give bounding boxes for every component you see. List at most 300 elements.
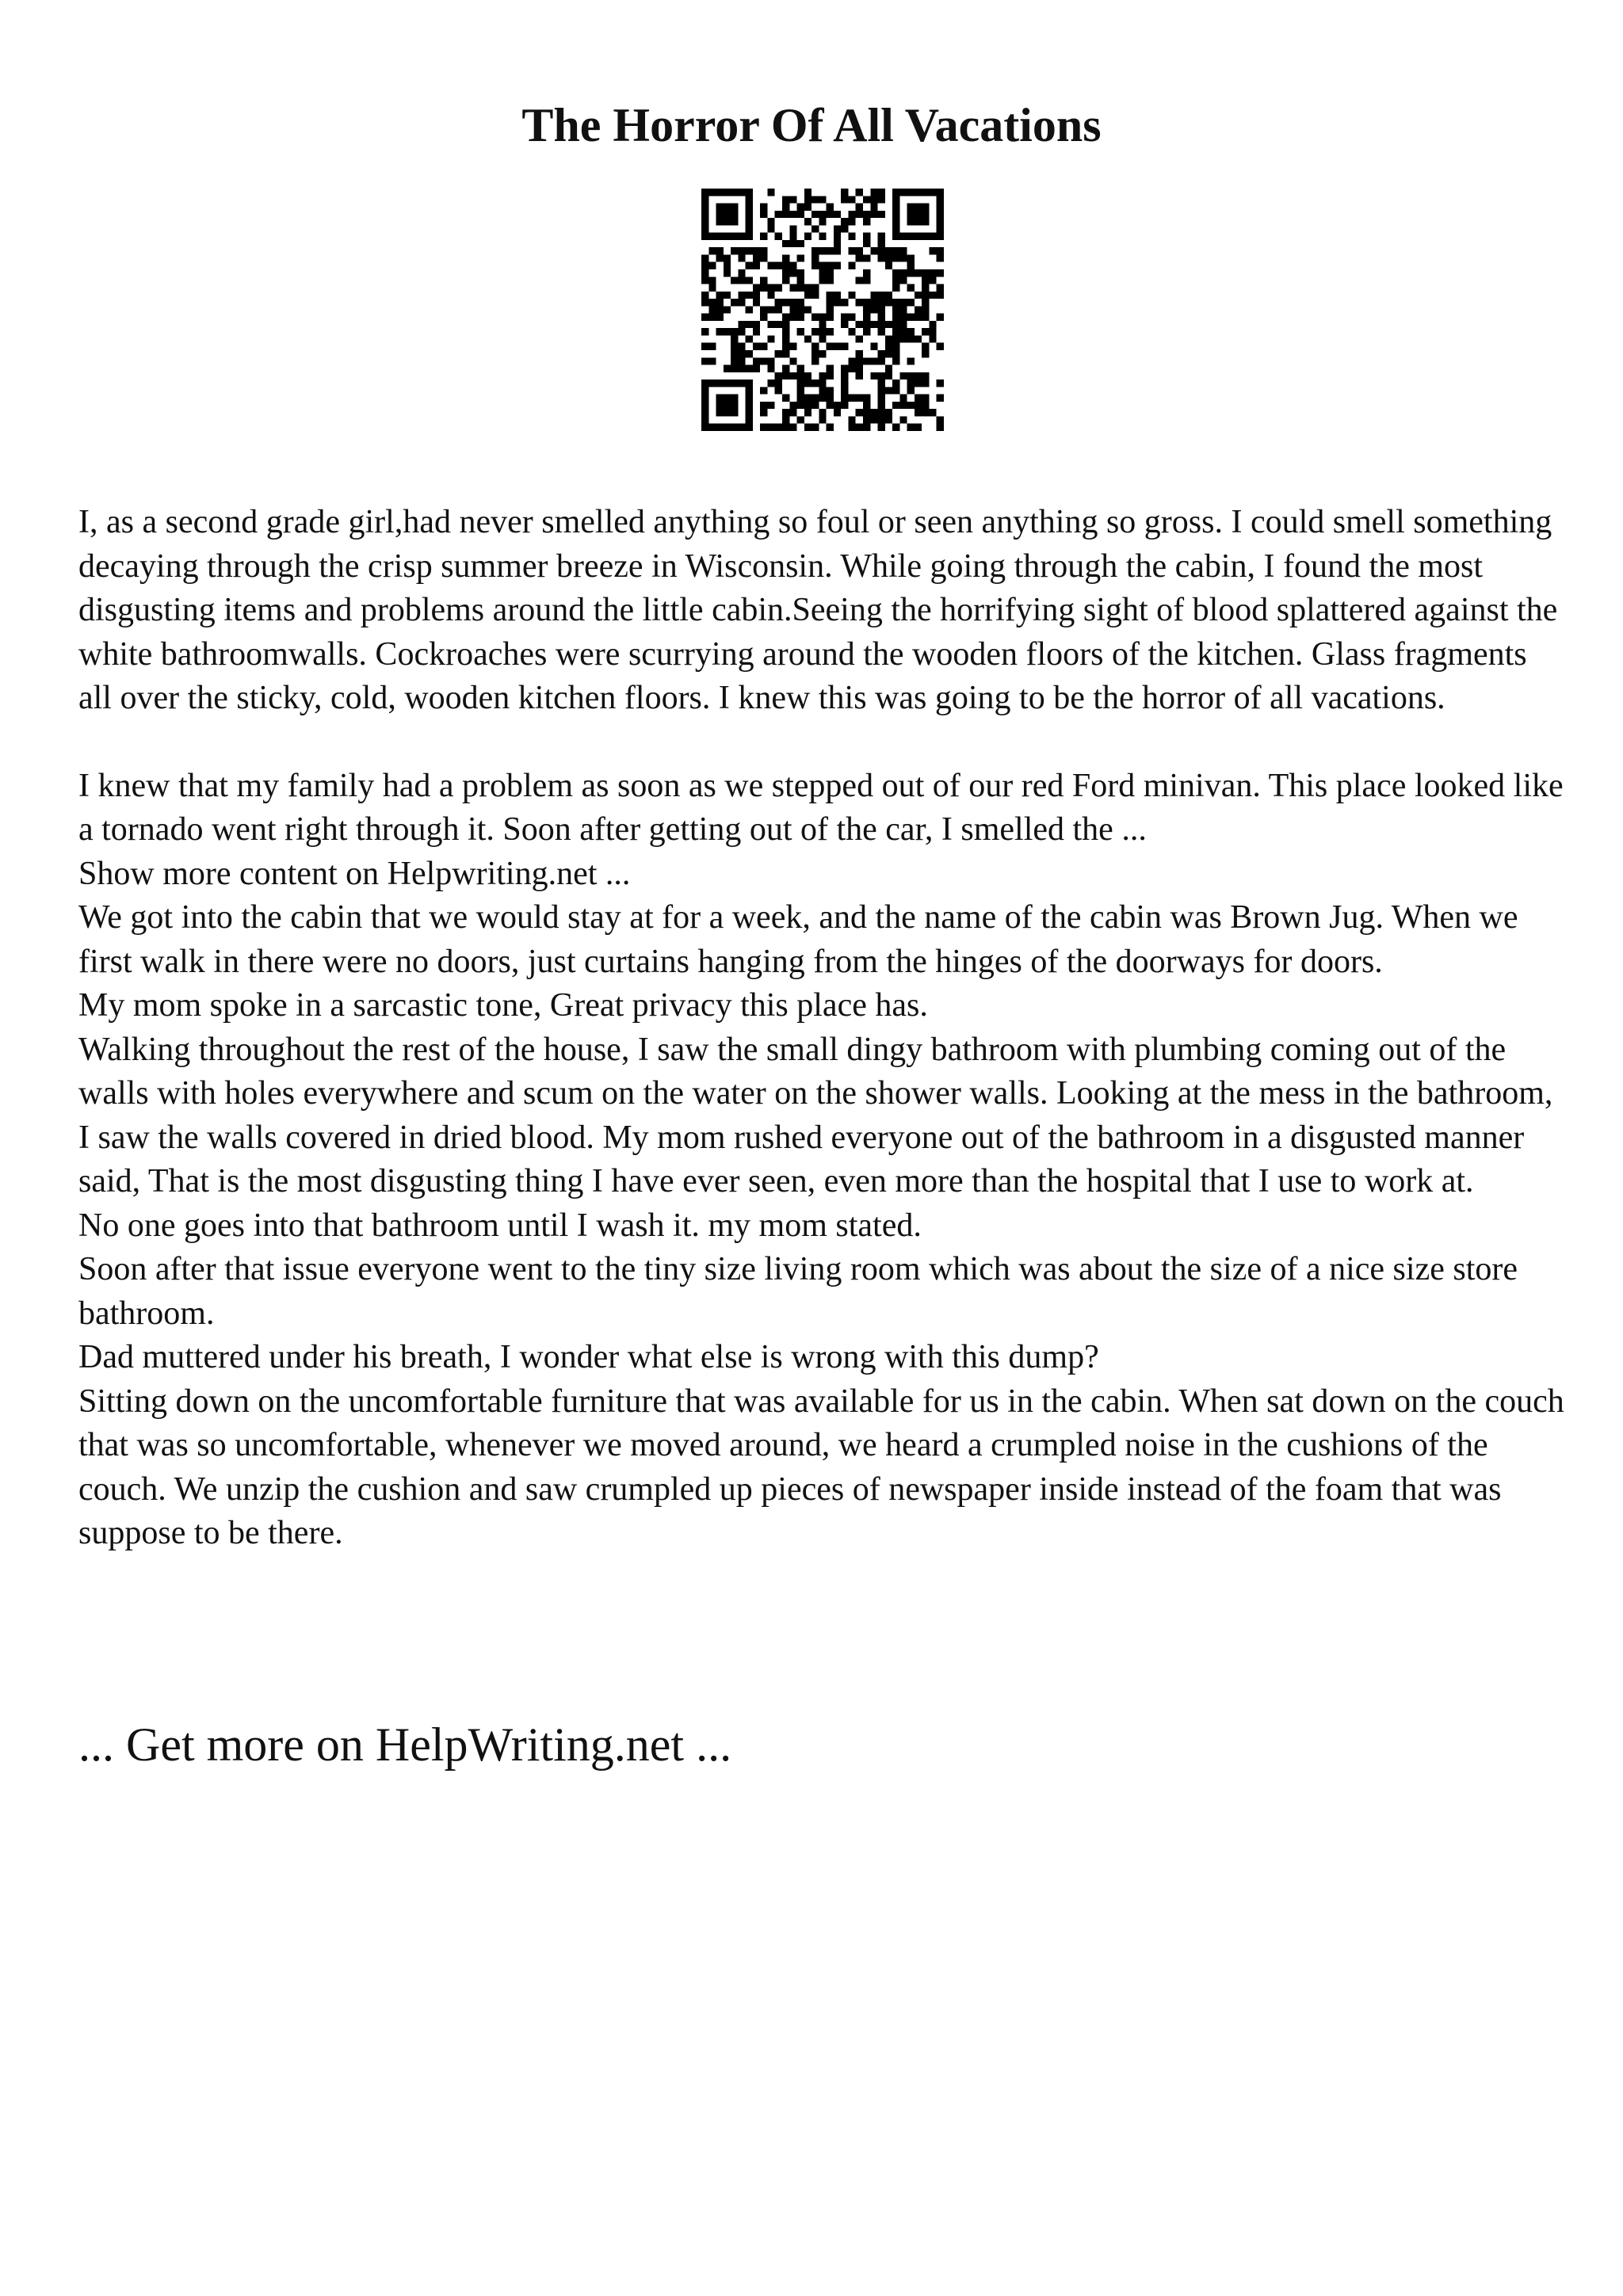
qr-module — [797, 277, 804, 284]
qr-module — [915, 379, 922, 387]
qr-module — [856, 299, 863, 306]
qr-module — [767, 218, 774, 225]
qr-module — [937, 395, 944, 402]
qr-module — [922, 372, 929, 379]
qr-module — [724, 218, 731, 225]
qr-module — [937, 284, 944, 292]
qr-module — [701, 211, 708, 218]
qr-module — [760, 314, 767, 321]
qr-module — [863, 196, 870, 203]
qr-module — [892, 335, 899, 342]
qr-module — [716, 306, 724, 313]
qr-module — [878, 292, 885, 299]
qr-module — [724, 328, 731, 335]
qr-module — [797, 269, 804, 277]
qr-module — [863, 211, 870, 218]
qr-module — [856, 395, 863, 402]
qr-module — [915, 211, 922, 218]
qr-module — [760, 357, 767, 364]
qr-module — [724, 254, 731, 261]
qr-module — [760, 402, 767, 409]
qr-module — [724, 292, 731, 299]
qr-module — [804, 409, 812, 416]
qr-module — [915, 409, 922, 416]
qr-module — [848, 365, 855, 372]
qr-module — [863, 314, 870, 321]
qr-module — [724, 189, 731, 196]
qr-module — [767, 284, 774, 292]
qr-module — [812, 211, 819, 218]
qr-module — [812, 314, 819, 321]
qr-module — [782, 321, 789, 328]
qr-module — [907, 189, 915, 196]
qr-module — [731, 395, 738, 402]
qr-module — [929, 321, 936, 328]
qr-module — [708, 306, 716, 313]
qr-module — [738, 321, 745, 328]
qr-module — [731, 379, 738, 387]
qr-module — [789, 424, 796, 431]
qr-module — [819, 277, 826, 284]
qr-module — [746, 233, 753, 240]
paragraph-cabin-entry: We got into the cabin that we would stay at for a week, and the name of the cabin was Brown Jug. When we first walk in there were no doors, just curtains hanging from the hinges of the doorways for doors. — [78, 899, 1518, 980]
qr-module — [797, 306, 804, 313]
qr-module — [922, 218, 929, 225]
qr-module — [812, 328, 819, 335]
qr-module — [716, 424, 724, 431]
qr-module — [827, 365, 834, 372]
qr-module — [885, 416, 892, 423]
qr-module — [885, 409, 892, 416]
qr-module — [834, 409, 841, 416]
qr-module — [797, 240, 804, 247]
qr-module — [937, 247, 944, 254]
qr-module — [907, 211, 915, 218]
qr-module — [731, 277, 738, 284]
qr-module — [760, 211, 767, 218]
qr-module — [856, 357, 863, 364]
qr-module — [892, 299, 899, 306]
qr-module — [937, 204, 944, 211]
qr-module — [738, 233, 745, 240]
qr-module — [878, 402, 885, 409]
qr-module — [915, 269, 922, 277]
qr-module — [870, 357, 877, 364]
qr-module — [915, 372, 922, 379]
qr-module — [899, 328, 907, 335]
qr-module — [701, 196, 708, 203]
qr-module — [724, 233, 731, 240]
qr-module — [782, 196, 789, 203]
qr-module — [922, 269, 929, 277]
qr-module — [789, 357, 796, 364]
qr-module — [878, 240, 885, 247]
qr-module — [937, 211, 944, 218]
qr-module — [841, 365, 848, 372]
qr-module — [812, 350, 819, 357]
qr-module — [782, 240, 789, 247]
qr-module — [870, 416, 877, 423]
qr-module — [731, 365, 738, 372]
qr-module — [819, 247, 826, 254]
qr-module — [915, 424, 922, 431]
qr-module — [907, 299, 915, 306]
qr-module — [753, 247, 760, 254]
qr-module — [827, 204, 834, 211]
qr-module — [789, 299, 796, 306]
qr-module — [937, 233, 944, 240]
qr-module — [937, 416, 944, 423]
qr-module — [892, 284, 899, 292]
qr-module — [907, 387, 915, 394]
qr-module — [782, 409, 789, 416]
qr-module — [753, 292, 760, 299]
qr-module — [899, 299, 907, 306]
qr-module — [775, 321, 782, 328]
qr-module — [856, 372, 863, 379]
qr-module — [841, 189, 848, 196]
qr-module — [819, 379, 826, 387]
qr-module — [746, 424, 753, 431]
qr-module — [746, 395, 753, 402]
qr-module — [701, 269, 708, 277]
qr-module — [856, 189, 863, 196]
qr-module — [701, 395, 708, 402]
qr-module — [892, 379, 899, 387]
qr-module — [789, 343, 796, 350]
qr-module — [812, 424, 819, 431]
qr-module — [922, 277, 929, 284]
qr-module — [907, 379, 915, 387]
qr-module — [929, 247, 936, 254]
qr-module — [863, 357, 870, 364]
qr-module — [922, 292, 929, 299]
qr-module — [848, 314, 855, 321]
qr-module — [937, 343, 944, 350]
qr-module — [937, 196, 944, 203]
qr-module — [804, 284, 812, 292]
qr-module — [863, 321, 870, 328]
qr-module — [915, 395, 922, 402]
qr-module — [856, 247, 863, 254]
qr-module — [775, 262, 782, 269]
qr-module — [753, 262, 760, 269]
qr-module — [899, 335, 907, 342]
qr-module — [716, 292, 724, 299]
qr-module — [789, 262, 796, 269]
qr-module — [804, 424, 812, 431]
qr-module — [738, 292, 745, 299]
qr-module — [915, 292, 922, 299]
qr-module — [708, 424, 716, 431]
qr-module — [782, 350, 789, 357]
qr-module — [937, 269, 944, 277]
qr-module — [760, 277, 767, 284]
qr-module — [834, 292, 841, 299]
qr-module — [915, 189, 922, 196]
qr-module — [827, 314, 834, 321]
qr-module — [797, 314, 804, 321]
qr-module — [804, 395, 812, 402]
qr-module — [885, 262, 892, 269]
qr-module — [899, 233, 907, 240]
qr-module — [767, 189, 774, 196]
qr-module — [797, 402, 804, 409]
qr-module — [885, 335, 892, 342]
qr-module — [797, 387, 804, 394]
qr-module — [708, 247, 716, 254]
qr-module — [863, 402, 870, 409]
qr-module — [701, 328, 708, 335]
qr-module — [797, 372, 804, 379]
qr-module — [841, 387, 848, 394]
qr-module — [878, 387, 885, 394]
qr-module — [848, 211, 855, 218]
qr-module — [701, 262, 708, 269]
qr-module — [827, 211, 834, 218]
qr-module — [878, 306, 885, 313]
qr-module — [899, 416, 907, 423]
qr-module — [848, 292, 855, 299]
qr-module — [775, 350, 782, 357]
qr-module — [870, 292, 877, 299]
qr-module — [929, 277, 936, 284]
qr-module — [804, 379, 812, 387]
qr-module — [878, 196, 885, 203]
qr-module — [937, 379, 944, 387]
qr-module — [767, 262, 774, 269]
qr-module — [937, 254, 944, 261]
qr-module — [767, 402, 774, 409]
qr-module — [892, 328, 899, 335]
qr-module — [922, 402, 929, 409]
qr-module — [724, 306, 731, 313]
qr-module — [731, 357, 738, 364]
paragraph-mom-sarcasm: My mom spoke in a sarcastic tone, Great privacy this place has. — [78, 987, 928, 1024]
qr-module — [848, 196, 855, 203]
qr-module — [907, 204, 915, 211]
qr-module — [834, 343, 841, 350]
qr-module — [915, 335, 922, 342]
qr-module — [753, 357, 760, 364]
qr-module — [892, 350, 899, 357]
qr-module — [892, 387, 899, 394]
qr-module — [863, 233, 870, 240]
qr-module — [915, 306, 922, 313]
qr-module — [746, 335, 753, 342]
qr-module — [782, 424, 789, 431]
qr-module — [701, 402, 708, 409]
qr-module — [827, 343, 834, 350]
qr-module — [738, 299, 745, 306]
qr-module — [797, 379, 804, 387]
qr-module — [731, 424, 738, 431]
qr-module — [716, 402, 724, 409]
qr-module — [892, 211, 899, 218]
qr-module — [746, 196, 753, 203]
qr-module — [907, 269, 915, 277]
qr-module — [907, 335, 915, 342]
qr-module — [841, 402, 848, 409]
qr-module — [701, 357, 708, 364]
qr-module — [899, 277, 907, 284]
qr-module — [708, 299, 716, 306]
qr-module — [892, 321, 899, 328]
qr-module — [716, 204, 724, 211]
qr-module — [878, 409, 885, 416]
qr-module — [701, 314, 708, 321]
get-more-link[interactable]: ... Get more on HelpWriting.net ... — [78, 1718, 732, 1771]
qr-module — [731, 343, 738, 350]
qr-module — [819, 233, 826, 240]
qr-module — [929, 409, 936, 416]
qr-module — [856, 211, 863, 218]
qr-module — [899, 402, 907, 409]
qr-module — [819, 211, 826, 218]
qr-module — [724, 395, 731, 402]
qr-module — [856, 254, 863, 261]
qr-module — [899, 314, 907, 321]
qr-module — [789, 233, 796, 240]
qr-module — [782, 372, 789, 379]
qr-module — [724, 379, 731, 387]
qr-module — [760, 306, 767, 313]
qr-module — [922, 343, 929, 350]
qr-module — [841, 379, 848, 387]
qr-module — [738, 350, 745, 357]
qr-module — [841, 343, 848, 350]
qr-module — [827, 372, 834, 379]
qr-module — [892, 424, 899, 431]
paragraph-dad-muttered: Dad muttered under his breath, I wonder what else is wrong with this dump? — [78, 1339, 1099, 1375]
qr-module — [937, 189, 944, 196]
qr-module — [848, 218, 855, 225]
qr-module — [797, 204, 804, 211]
qr-module — [834, 262, 841, 269]
qr-module — [878, 254, 885, 261]
qr-module — [724, 365, 731, 372]
qr-module — [892, 218, 899, 225]
qr-module — [892, 247, 899, 254]
qr-module — [797, 211, 804, 218]
qr-module — [701, 233, 708, 240]
qr-module — [878, 424, 885, 431]
qr-module — [753, 328, 760, 335]
qr-module — [915, 314, 922, 321]
qr-module — [827, 328, 834, 335]
qr-module — [708, 379, 716, 387]
qr-module — [892, 233, 899, 240]
qr-module — [804, 218, 812, 225]
qr-module — [870, 196, 877, 203]
qr-code-icon — [701, 189, 944, 431]
qr-module — [937, 218, 944, 225]
qr-module — [760, 409, 767, 416]
qr-module — [863, 299, 870, 306]
qr-module — [701, 416, 708, 423]
qr-module — [841, 196, 848, 203]
qr-module — [746, 189, 753, 196]
qr-module — [716, 299, 724, 306]
qr-module — [731, 218, 738, 225]
qr-module — [922, 189, 929, 196]
qr-module — [746, 416, 753, 423]
qr-module — [863, 277, 870, 284]
qr-module — [856, 335, 863, 342]
qr-module — [929, 189, 936, 196]
qr-module — [915, 233, 922, 240]
qr-module — [731, 299, 738, 306]
qr-module — [892, 196, 899, 203]
qr-module — [724, 269, 731, 277]
qr-module — [724, 211, 731, 218]
qr-module — [885, 321, 892, 328]
qr-module — [937, 314, 944, 321]
qr-module — [922, 395, 929, 402]
qr-module — [885, 350, 892, 357]
qr-module — [701, 424, 708, 431]
qr-module — [760, 424, 767, 431]
qr-module — [701, 299, 708, 306]
qr-module — [922, 328, 929, 335]
qr-module — [863, 424, 870, 431]
qr-module — [907, 262, 915, 269]
qr-module — [760, 233, 767, 240]
qr-module — [827, 402, 834, 409]
qr-module — [892, 204, 899, 211]
qr-module — [804, 402, 812, 409]
qr-module — [789, 306, 796, 313]
qr-module — [870, 306, 877, 313]
qr-module — [738, 254, 745, 261]
qr-module — [819, 269, 826, 277]
qr-module — [819, 335, 826, 342]
show-more-link[interactable]: Show more content on Helpwriting.net ... — [78, 855, 631, 892]
qr-module — [804, 196, 812, 203]
qr-module — [731, 402, 738, 409]
document-title: The Horror Of All Vacations — [521, 99, 1102, 151]
qr-module — [841, 314, 848, 321]
qr-module — [797, 395, 804, 402]
qr-module — [878, 299, 885, 306]
qr-module — [738, 189, 745, 196]
qr-module — [716, 328, 724, 335]
qr-module — [738, 379, 745, 387]
qr-module — [782, 204, 789, 211]
qr-module — [724, 262, 731, 269]
qr-module — [701, 254, 708, 261]
qr-module — [863, 218, 870, 225]
qr-module — [841, 395, 848, 402]
qr-module — [863, 416, 870, 423]
qr-module — [797, 365, 804, 372]
qr-module — [907, 233, 915, 240]
qr-module — [878, 416, 885, 423]
qr-module — [731, 233, 738, 240]
qr-module — [782, 365, 789, 372]
qr-module — [760, 204, 767, 211]
qr-module — [797, 328, 804, 335]
qr-module — [701, 379, 708, 387]
qr-module — [708, 262, 716, 269]
qr-module — [738, 424, 745, 431]
qr-module — [812, 262, 819, 269]
qr-module — [827, 262, 834, 269]
qr-module — [782, 314, 789, 321]
qr-module — [856, 409, 863, 416]
qr-module — [819, 372, 826, 379]
qr-module — [731, 204, 738, 211]
